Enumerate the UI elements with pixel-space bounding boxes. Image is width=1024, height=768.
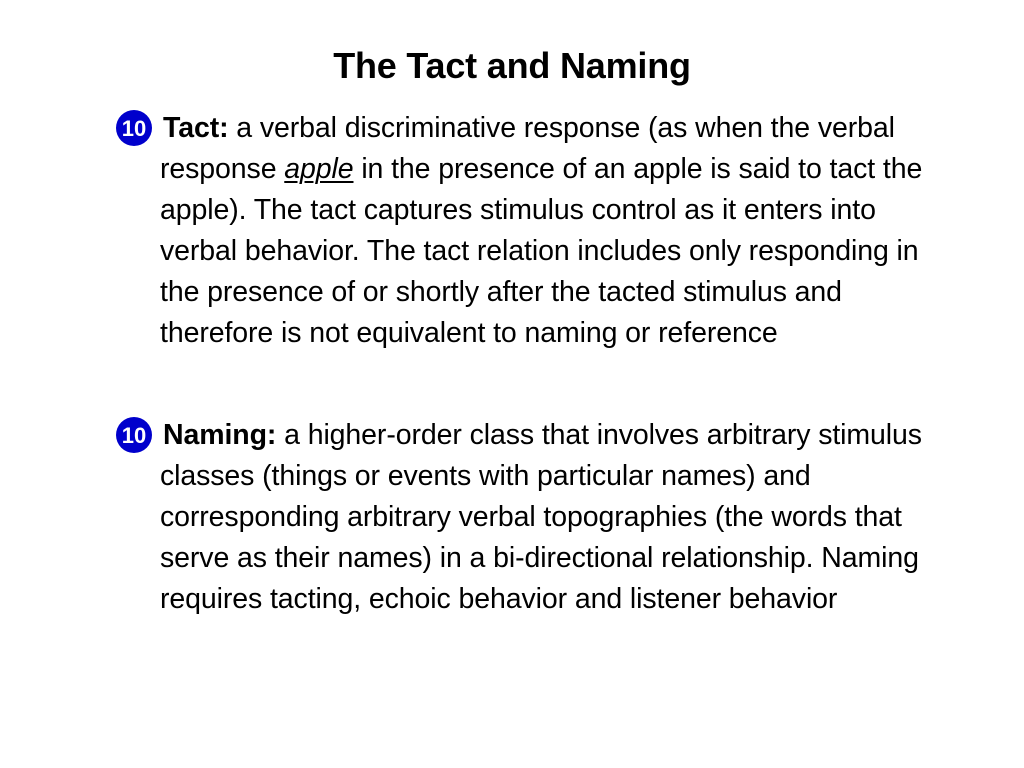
- naming-definition: a higher-order class that involves arbitrary stimulus classes (things or events with particular names) and corresponding arbitrary verbal topographies (the words that serve as their names) in a bi-directional relationship. Naming requires tacting, echoic behavior and listener behavior: [160, 419, 922, 615]
- bullet-naming-text: [160, 415, 944, 620]
- circled-ten-icon: [114, 108, 154, 148]
- circled-ten-glyph: 10: [121, 116, 147, 141]
- tact-definition-part-1: a verbal discriminative response (as when the verbal response: [160, 112, 895, 185]
- tact-definition-part-2: in the presence of an apple is said to tact the apple). The tact captures stimulus control as it enters into verbal behavior. The tact relation includes only responding in the presence of or shortly after the tacted stimulus and therefore is not equivalent to naming or reference: [160, 153, 923, 349]
- bullet-tact-text: [160, 108, 944, 354]
- term-naming: Naming:: [163, 419, 277, 451]
- term-tact: Tact:: [163, 112, 229, 144]
- circled-ten-icon: [114, 415, 154, 455]
- slide-title: The Tact and Naming: [333, 45, 691, 86]
- emphasis-apple: apple: [284, 153, 354, 185]
- circled-ten-glyph: 10: [121, 423, 147, 448]
